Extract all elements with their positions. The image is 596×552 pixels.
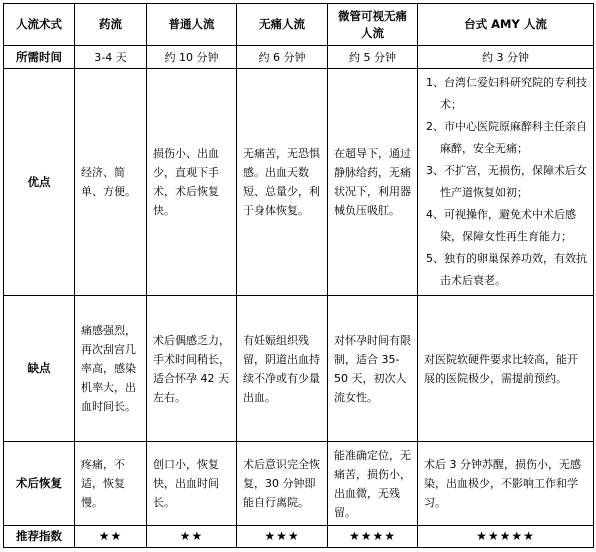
time-row (4, 46, 594, 69)
cons-painless: 有妊娠组织残留，阴道出血持续不净或有少量出血。 (237, 296, 328, 442)
pros-painless: 无痛苦，无恐惧感。出血天数短、总量少，利于身体恢复。 (237, 69, 328, 296)
rating-micro-visual: ★★★★ (328, 526, 418, 548)
header-standard: 普通人流 (147, 4, 237, 46)
abortion-methods-comparison-table (3, 3, 594, 548)
time-amy: 约 3 分钟 (418, 46, 594, 69)
cons-medical: 痛感强烈，再次刮宫几率高，感染机率大，出血时间长。 (75, 296, 147, 442)
cons-micro-visual: 对怀孕时间有限制，适合 35-50 天，初次人流女性。 (328, 296, 418, 442)
recovery-row (4, 442, 594, 526)
time-painless: 约 6 分钟 (237, 46, 328, 69)
time-micro-visual: 约 5 分钟 (328, 46, 418, 69)
header-micro-visual: 微管可视无痛人流 (328, 4, 418, 46)
pros-amy-item: 5、独有的卵巢保养功效，有效抗击术后衰老。 (426, 252, 587, 287)
rating-amy: ★★★★★ (418, 526, 594, 548)
row-label-pros: 优点 (4, 69, 75, 296)
pros-amy-item: 3、不扩宫，无损伤，保障术后女性产道恢复如初； (426, 164, 587, 199)
rating-medical: ★★ (75, 526, 147, 548)
header-painless: 无痛人流 (237, 4, 328, 46)
row-label-rating: 推荐指数 (4, 526, 75, 548)
rating-standard: ★★ (147, 526, 237, 548)
row-label-cons: 缺点 (4, 296, 75, 442)
time-standard: 约 10 分钟 (147, 46, 237, 69)
recovery-painless: 术后意识完全恢复，30 分钟即能自行离院。 (237, 442, 328, 526)
rating-row (4, 526, 594, 548)
pros-amy-item: 4、可视操作，避免术中术后感染，保障女性再生育能力； (426, 208, 576, 243)
cons-standard: 术后偶感乏力，手术时间稍长，适合怀孕 42 天左右。 (147, 296, 237, 442)
row-label-recovery: 术后恢复 (4, 442, 75, 526)
row-label-time: 所需时间 (4, 46, 75, 69)
pros-standard: 损伤小、出血少，直观下手术，术后恢复快。 (147, 69, 237, 296)
header-amy: 台式 AMY 人流 (418, 4, 594, 46)
header-medical: 药流 (75, 4, 147, 46)
time-medical: 3-4 天 (75, 46, 147, 69)
rating-painless: ★★★ (237, 526, 328, 548)
cons-amy: 对医院软硬件要求比较高，能开展的医院极少，需提前预约。 (418, 296, 594, 442)
recovery-micro-visual: 能准确定位，无痛苦，损伤小，出血微，无残留。 (328, 442, 418, 526)
recovery-amy: 术后 3 分钟苏醒，损伤小，无感染，出血极少，不影响工作和学习。 (418, 442, 594, 526)
comparison-table-container (3, 3, 593, 548)
recovery-standard: 创口小，恢复快，出血时间长。 (147, 442, 237, 526)
pros-micro-visual: 在超导下，通过静脉给药，无痛状况下，利用器械负压吸肛。 (328, 69, 418, 296)
pros-row (4, 69, 594, 296)
pros-amy-list (418, 72, 593, 292)
header-method: 人流术式 (4, 4, 75, 46)
header-row (4, 4, 594, 46)
recovery-medical: 疼痛，不适，恢复慢。 (75, 442, 147, 526)
pros-amy (418, 69, 594, 296)
pros-medical: 经济、简单、方便。 (75, 69, 147, 296)
pros-amy-item: 2、市中心医院原麻醉科主任亲自麻醉，安全无痛； (426, 120, 587, 155)
cons-row (4, 296, 594, 442)
pros-amy-item: 1、台湾仁爱妇科研究院的专利技术； (426, 76, 587, 111)
